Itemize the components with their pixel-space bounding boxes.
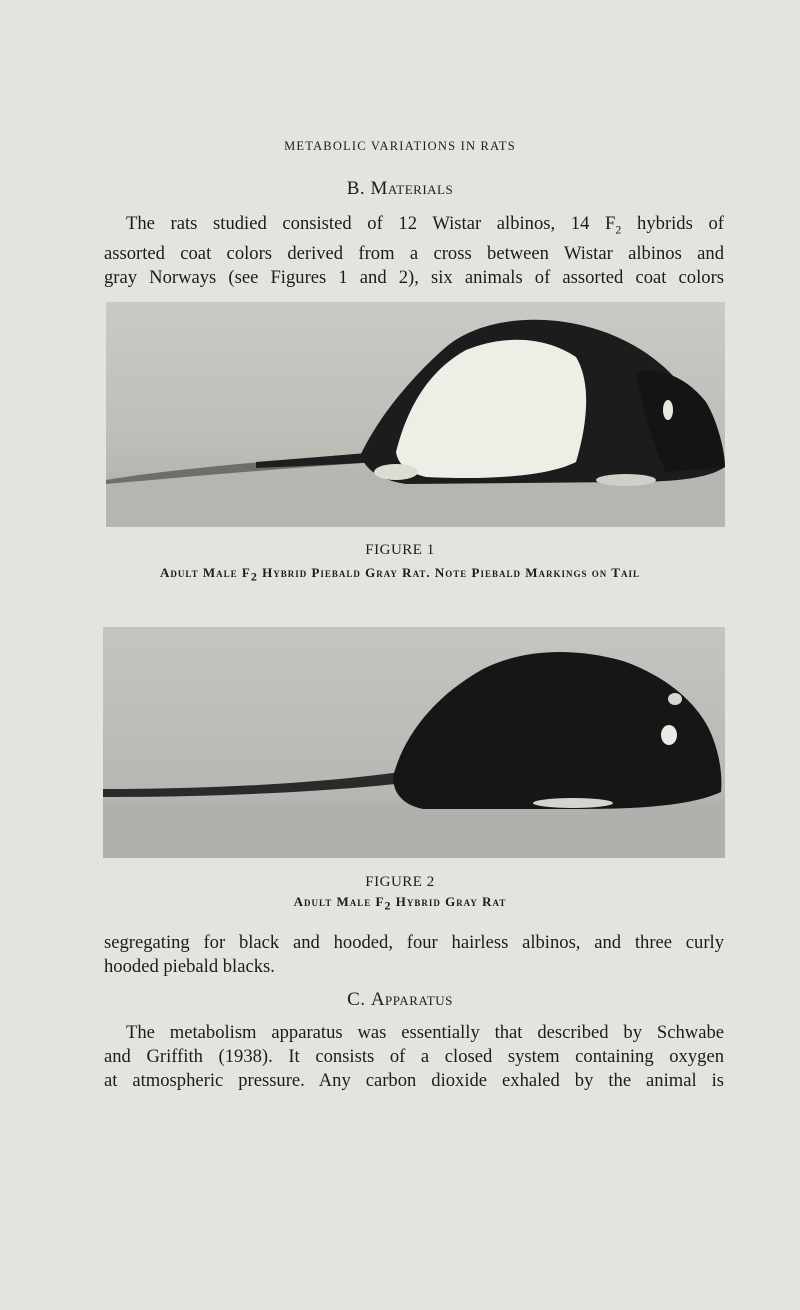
paragraph-apparatus — [104, 1021, 724, 1093]
text-line: segregating for black and hooded, four hairless albinos, and three curly — [104, 932, 724, 953]
caption-fragment: Hybrid Gray Rat — [391, 894, 507, 909]
subscript: 2 — [250, 569, 258, 584]
text-line: at atmospheric pressure. Any carbon dioxide exhaled by the animal is — [104, 1070, 724, 1091]
subscript: 2 — [384, 898, 392, 913]
piebald-rat-illustration — [106, 302, 725, 527]
figure-1-caption — [0, 565, 800, 585]
running-head: METABOLIC VARIATIONS IN RATS — [284, 139, 516, 153]
section-title: Apparatus — [370, 989, 453, 1010]
figure-2-number: FIGURE 2 — [365, 874, 435, 890]
figure-1-photo — [106, 302, 725, 527]
caption-fragment: Adult Male F — [160, 565, 251, 580]
text-line: and Griffith (1938). It consists of a closed system containing oxygen — [104, 1046, 724, 1067]
text-line: The metabolism apparatus was essentially that described by Schwabe — [126, 1022, 724, 1043]
text-fragment: The rats studied consisted of 12 Wistar albinos, 14 F — [126, 213, 616, 234]
section-letter: B. — [346, 178, 366, 199]
paragraph-continuation — [104, 931, 724, 979]
text-line: hooded piebald blacks. — [104, 956, 275, 977]
text-line: assorted coat colors derived from a cross between Wistar albinos and — [104, 242, 724, 264]
section-letter: C. — [347, 989, 366, 1010]
figure-2-photo — [103, 627, 725, 858]
caption-fragment: Hybrid Piebald Gray Rat. Note Piebald Markings on Tail — [257, 565, 640, 580]
gray-rat-illustration — [103, 627, 725, 858]
subscript: 2 — [615, 222, 622, 237]
figure-1-number: FIGURE 1 — [365, 542, 435, 558]
paragraph-materials — [104, 212, 724, 290]
text-line — [104, 212, 724, 242]
text-line: gray Norways (see Figures 1 and 2), six animals of assorted coat colors — [104, 266, 724, 288]
section-heading-materials — [0, 178, 800, 200]
section-heading-apparatus — [0, 989, 800, 1011]
figure-2-caption — [0, 894, 800, 914]
section-title: Materials — [370, 178, 454, 199]
caption-fragment: Adult Male F — [293, 894, 385, 909]
text-fragment: hybrids of — [621, 213, 724, 234]
